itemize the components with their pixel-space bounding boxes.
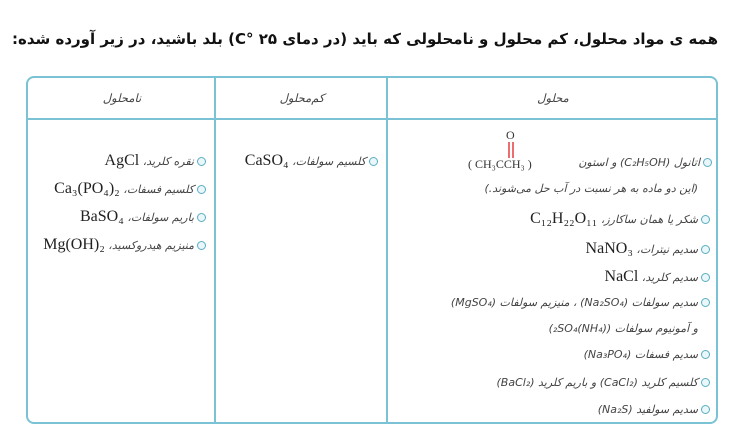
acetone-formula: ( CH₃CCH₃ ) [468, 157, 532, 171]
list-item-continuation: و آمونیوم سولفات ((NH₄)₂SO₄) [548, 322, 698, 335]
header-slightly-soluble: کم‌محلول [279, 91, 325, 105]
list-item: نقره کلرید، AgCl [105, 152, 206, 170]
list-item: سدیم فسفات (Na₃PO₄) [584, 348, 710, 361]
list-item-ethanol: اتانول (C₂H₅OH) و استون [578, 156, 712, 169]
slightly-soluble-column [216, 120, 386, 422]
bullet-icon [701, 405, 710, 414]
acetone-carbonyl-o: O [506, 128, 515, 142]
soluble-column [388, 120, 718, 422]
table-header-row [28, 78, 716, 120]
header-soluble: محلول [537, 91, 569, 105]
bullet-icon [701, 273, 710, 282]
bullet-icon [701, 378, 710, 387]
list-item: سدیم نیترات، NaNO₃ [586, 240, 710, 258]
bullet-icon [197, 157, 206, 166]
bullet-icon [701, 298, 710, 307]
insoluble-column [28, 120, 214, 422]
list-item: باریم سولفات، BaSO₄ [80, 208, 206, 226]
list-item: شکر یا همان ساکارز، C₁₂H₂₂O₁₁ [530, 210, 710, 228]
list-item: منیزیم هیدروکسید، Mg(OH)₂ [43, 236, 206, 254]
bullet-icon [701, 245, 710, 254]
list-item: سدیم کلرید، NaCl [605, 268, 710, 286]
bullet-icon [369, 157, 378, 166]
header-insoluble: نامحلول [102, 91, 142, 105]
bullet-icon [197, 241, 206, 250]
bullet-icon [197, 213, 206, 222]
bullet-icon [197, 185, 206, 194]
solubility-table [26, 76, 718, 424]
solubility-note: (این دو ماده به هر نسبت در آب حل می‌شوند.) [484, 182, 698, 195]
carbonyl-double-bond [505, 142, 517, 158]
list-item: کلسیم کلرید (CaCl₂) و باریم کلرید (BaCl₂) [497, 376, 711, 389]
bullet-icon [701, 350, 710, 359]
page-title: همه ی مواد محلول، کم محلول و نامحلولی که باید (در دمای ۲۵ °C) بلد باشید، در زیر آورده شده: [11, 30, 719, 48]
list-item: کلسیم سولفات، CaSO₄ [245, 152, 378, 170]
bullet-icon [703, 158, 712, 167]
list-item: کلسیم فسفات، Ca₃(PO₄)₂ [54, 180, 206, 198]
list-item: سدیم سولفات (Na₂SO₄) ، منیزیم سولفات (MgSO₄) [451, 296, 710, 309]
list-item: سدیم سولفید (Na₂S) [598, 403, 710, 416]
bullet-icon [701, 215, 710, 224]
